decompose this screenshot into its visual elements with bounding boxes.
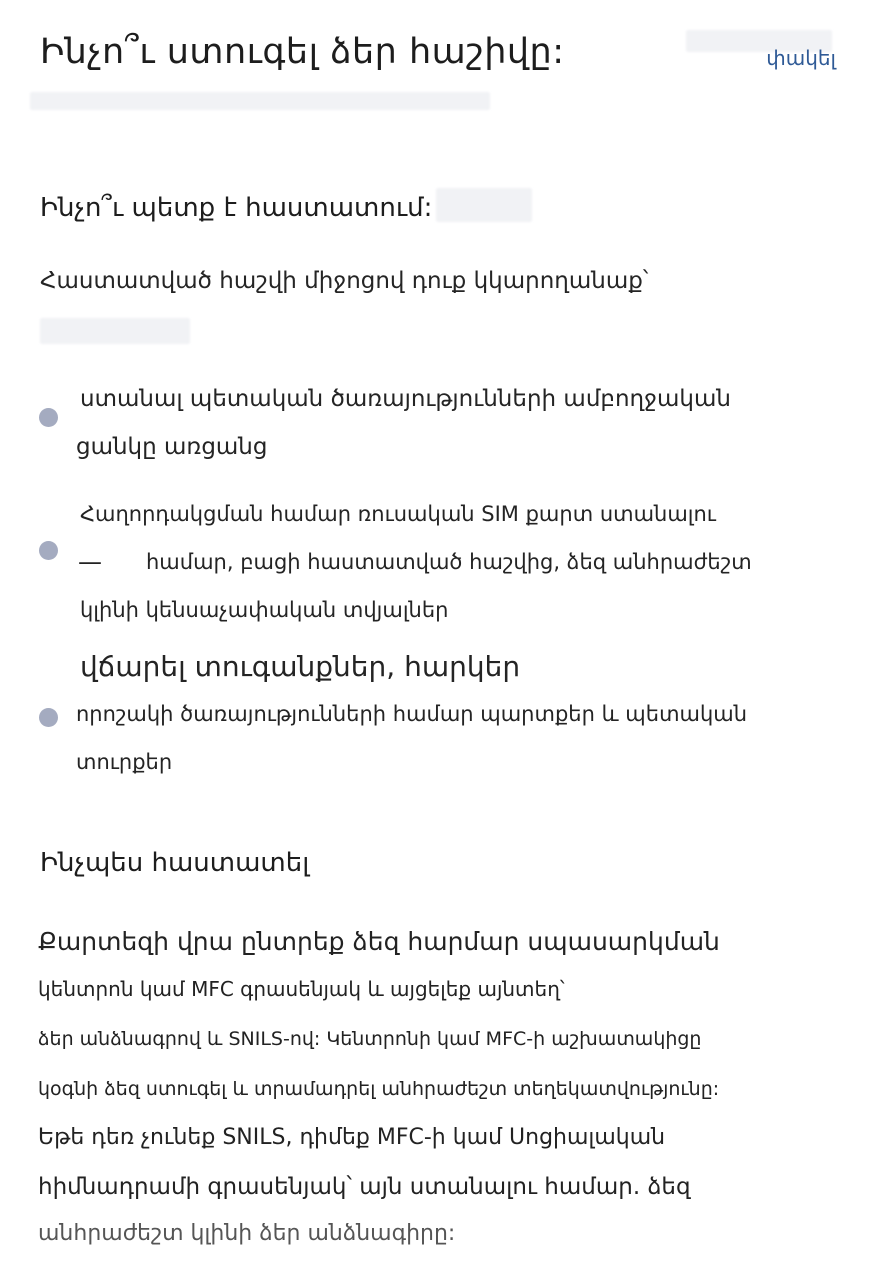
list-item-text: ստանալ պետական ծառայությունների ամբողջական ցանկը առցանց xyxy=(76,386,731,460)
benefits-list xyxy=(38,375,818,784)
why-verification-heading: Ինչո՞ւ պետք է հաստատում: xyxy=(40,193,433,223)
page-title: Ինչո՞ւ ստուգել ձեր հաշիվը: xyxy=(40,32,565,72)
instruction-line: Եթե դեռ չունեք SNILS, դիմեք MFC-ի կամ Սոցիալական xyxy=(38,1125,666,1150)
list-item-text: վճարել տուգանքներ, հարկեր որոշակի ծառայությունների համար պարտքեր և պետական տուրքեր xyxy=(76,650,748,774)
bullet-icon xyxy=(39,408,58,427)
instruction-line: կենտրոն կամ MFC գրասենյակ և այցելեք այնտեղ՝ xyxy=(38,977,565,1001)
benefits-intro: Հաստատված հաշվի միջոցով դուք կկարողանաք՝ xyxy=(40,268,649,294)
scan-artifact xyxy=(436,188,532,222)
how-to-verify-heading: Ինչպես հաստատել xyxy=(40,848,310,878)
dash-mark: — xyxy=(78,548,102,576)
list-item xyxy=(38,375,818,470)
instruction-line: անհրաժեշտ կլինի ձեր անձնագիրը: xyxy=(38,1221,456,1246)
instruction-line: հիմնադրամի գրասենյակ՝ այն ստանալու համար. ձեզ xyxy=(38,1174,691,1200)
page-header xyxy=(40,30,838,90)
list-item xyxy=(38,644,818,784)
scan-artifact xyxy=(40,318,190,344)
verification-instructions xyxy=(38,920,838,1256)
instruction-line: Քարտեզի վրա ընտրեք ձեզ հարմար սպասարկման xyxy=(38,927,720,956)
bullet-icon xyxy=(39,708,58,727)
scan-artifact xyxy=(30,92,490,110)
instruction-line: ձեր անձնագրով և SNILS-ով: Կենտրոնի կամ MFC-ի աշխատակիցը xyxy=(38,1028,702,1050)
list-item xyxy=(38,490,818,630)
bullet-icon xyxy=(39,541,58,560)
list-item-text: Հաղորդակցման համար ռուսական SIM քարտ ստանալու համար, բացի հաստատված հաշվից, ձեզ անհրաժեշտ կլինի կենսաչափական տվյալներ xyxy=(80,502,752,622)
close-link[interactable]: փակել xyxy=(766,46,836,70)
instruction-line: կօգնի ձեզ ստուգել և տրամադրել անհրաժեշտ տեղեկատվությունը: xyxy=(38,1078,720,1100)
